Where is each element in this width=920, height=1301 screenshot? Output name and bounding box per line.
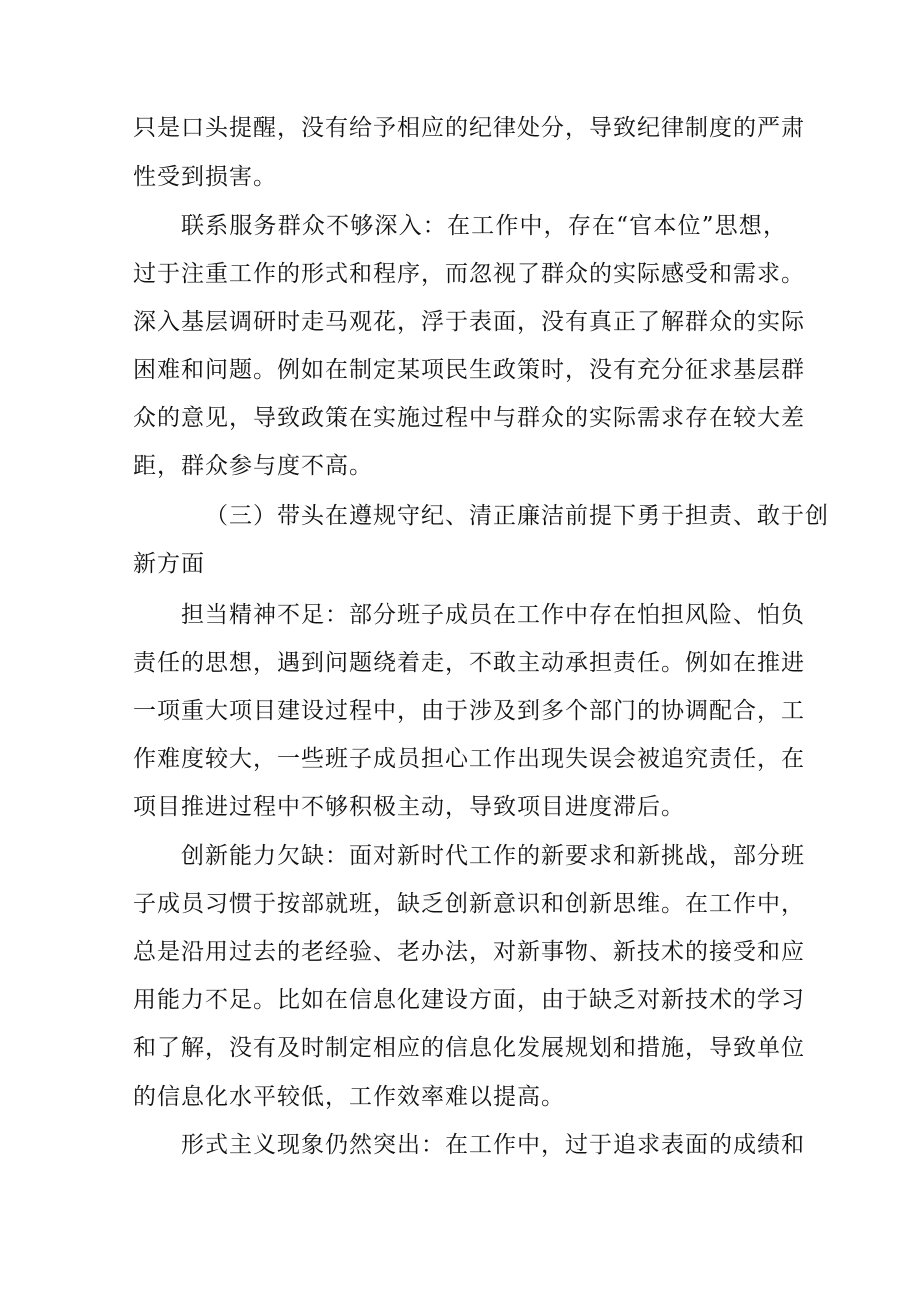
text-line: 总是沿用过去的老经验、老办法，对新事物、新技术的接受和应 (133, 939, 805, 965)
text-line: 过于注重工作的形式和程序，而忽视了群众的实际感受和需求。 (133, 261, 805, 287)
text-line: 的信息化水平较低，工作效率难以提高。 (133, 1084, 565, 1110)
section-heading: （三）带头在遵规守纪、清正廉洁前提下勇于担责、敢于创 (205, 503, 829, 529)
text-line: 作难度较大，一些班子成员担心工作出现失误会被追究责任，在 (133, 746, 805, 772)
section-heading-continuation: 新方面 (133, 551, 205, 577)
text-line: 子成员习惯于按部就班，缺乏创新意识和创新思维。在工作中， (133, 891, 805, 917)
text-line: 用能力不足。比如在信息化建设方面，由于缺乏对新技术的学习 (133, 987, 805, 1013)
text-line: 距，群众参与度不高。 (133, 453, 373, 479)
text-line: 只是口头提醒，没有给予相应的纪律处分，导致纪律制度的严肃 (133, 115, 805, 141)
text-line: 和了解，没有及时制定相应的信息化发展规划和措施，导致单位 (133, 1035, 805, 1061)
paragraph-start-line: 担当精神不足：部分班子成员在工作中存在怕担风险、怕负 (181, 602, 805, 628)
text-line: 深入基层调研时走马观花，浮于表面，没有真正了解群众的实际 (133, 309, 805, 335)
paragraph-start-line: 联系服务群众不够深入：在工作中，存在“官本位”思想， (181, 213, 787, 239)
paragraph-start-line: 形式主义现象仍然突出：在工作中，过于追求表面的成绩和 (181, 1132, 805, 1158)
paragraph-start-line: 创新能力欠缺：面对新时代工作的新要求和新挑战，部分班 (181, 843, 805, 869)
text-line: 责任的思想，遇到问题绕着走，不敢主动承担责任。例如在推进 (133, 650, 805, 676)
text-line: 困难和问题。例如在制定某项民生政策时，没有充分征求基层群 (133, 357, 805, 383)
text-line: 众的意见，导致政策在实施过程中与群众的实际需求存在较大差 (133, 405, 805, 431)
text-line: 项目推进过程中不够积极主动，导致项目进度滞后。 (133, 794, 685, 820)
text-line: 一项重大项目建设过程中，由于涉及到多个部门的协调配合，工 (133, 698, 805, 724)
text-line: 性受到损害。 (133, 164, 277, 190)
